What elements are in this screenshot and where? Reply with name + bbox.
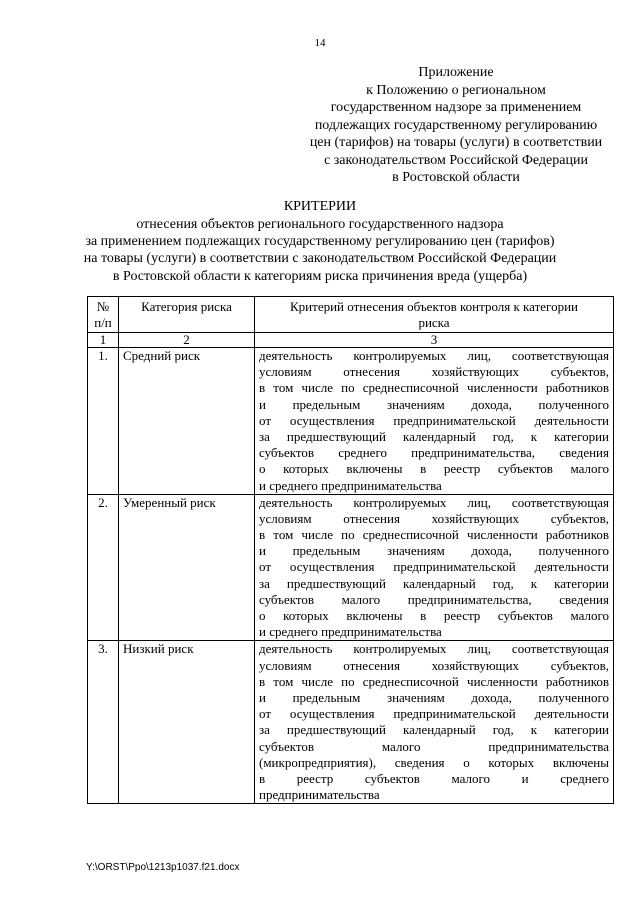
criterion-line: и среднего предпринимательства bbox=[259, 624, 442, 640]
appendix-line: к Положению о региональном bbox=[366, 82, 546, 98]
header-category-label: Категория риска bbox=[141, 299, 232, 314]
criteria-subtitle-line: отнесения объектов регионального государственного надзора bbox=[136, 217, 504, 232]
criterion-line: условиям отнесения хозяйствующих субъектов, bbox=[259, 510, 609, 526]
appendix-line: с законодательством Российской Федерации bbox=[324, 152, 588, 168]
criterion-line: за предшествующий календарный год, к категории bbox=[259, 428, 609, 444]
appendix-line: цен (тарифов) на товары (услуги) в соответствии bbox=[309, 135, 603, 150]
criterion-line: деятельность контролируемых лиц, соответствующая bbox=[259, 494, 609, 510]
criterion-line: и среднего предпринимательства bbox=[259, 477, 442, 493]
criterion-line: деятельность контролируемых лиц, соответствующая bbox=[259, 348, 609, 363]
row-category: Низкий риск bbox=[119, 641, 255, 804]
criterion-line: деятельность контролируемых лиц, соответствующая bbox=[259, 641, 609, 657]
header-criterion-line: Критерий отнесения объектов контроля к категории bbox=[290, 299, 578, 314]
header-criterion bbox=[255, 297, 614, 333]
criterion-line: от осуществления предпринимательской деятельности bbox=[259, 559, 609, 575]
criterion-line: о которых включены в реестр субъектов малого bbox=[259, 461, 609, 477]
criterion-line: в том числе по среднесписочной численности работников bbox=[259, 380, 609, 396]
header-number-line: п/п bbox=[94, 315, 112, 330]
criterion-line: и предельным значениям дохода, полученного bbox=[259, 689, 609, 705]
row-category: Умеренный риск bbox=[119, 494, 255, 641]
criteria-title: КРИТЕРИИ bbox=[283, 199, 357, 214]
criteria-subtitle-line: в Ростовской области к категориям риска причинения вреда (ущерба) bbox=[112, 268, 528, 284]
row-category: Средний риск bbox=[119, 348, 255, 495]
criterion-line: (микропредприятия), сведения о которых включены bbox=[259, 754, 609, 770]
appendix-line: Приложение bbox=[418, 65, 494, 80]
file-path-footer: Y:\ORST\Ppo\1213p1037.f21.docx bbox=[86, 862, 240, 873]
criterion-line: в том числе по среднесписочной численности работников bbox=[259, 527, 609, 543]
appendix-line: подлежащих государственному регулированию bbox=[314, 117, 598, 133]
criterion-line: субъектов малого предпринимательства, сведения bbox=[259, 591, 609, 607]
criteria-subtitle bbox=[40, 216, 600, 285]
column-number: 1 bbox=[88, 333, 119, 348]
table-row bbox=[88, 641, 614, 804]
criterion-line: от осуществления предпринимательской деятельности bbox=[259, 706, 609, 722]
row-criterion bbox=[255, 494, 614, 641]
criteria-subtitle-line: за применением подлежащих государственному регулированию цен (тарифов) bbox=[85, 234, 555, 250]
column-number: 2 bbox=[119, 333, 255, 348]
appendix-line: в Ростовской области bbox=[392, 170, 520, 185]
criterion-line: и предельным значениям дохода, полученного bbox=[259, 543, 609, 559]
risk-criteria-table bbox=[87, 296, 614, 804]
table-header-row bbox=[88, 297, 614, 333]
criterion-line: и предельным значениям дохода, полученного bbox=[259, 396, 609, 412]
criterion-line: за предшествующий календарный год, к категории bbox=[259, 722, 609, 738]
criteria-subtitle-line: на товары (услуги) в соответствии с законодательством Российской Федерации bbox=[83, 251, 557, 267]
criterion-line: условиям отнесения хозяйствующих субъектов, bbox=[259, 364, 609, 380]
appendix-line: государственном надзоре за применением bbox=[330, 100, 582, 115]
row-criterion bbox=[255, 348, 614, 495]
header-number bbox=[88, 297, 119, 333]
row-number: 2. bbox=[88, 494, 119, 641]
appendix-header bbox=[300, 64, 612, 187]
row-number: 1. bbox=[88, 348, 119, 495]
criterion-line: в реестр субъектов малого и среднего bbox=[259, 770, 609, 786]
criterion-line: от осуществления предпринимательской деятельности bbox=[259, 412, 609, 428]
criterion-line: в том числе по среднесписочной численности работников bbox=[259, 673, 609, 689]
criterion-line: субъектов малого предпринимательства bbox=[259, 738, 609, 754]
column-number-row bbox=[88, 333, 614, 348]
table-row bbox=[88, 348, 614, 495]
criterion-line: субъектов среднего предпринимательства, сведения bbox=[259, 445, 609, 461]
header-category bbox=[119, 297, 255, 333]
header-criterion-line: риска bbox=[418, 315, 450, 330]
criterion-line: о которых включены в реестр субъектов малого bbox=[259, 608, 609, 623]
header-number-line: № bbox=[96, 299, 110, 314]
criterion-line: предпринимательства bbox=[259, 787, 380, 803]
criterion-line: за предшествующий календарный год, к категории bbox=[259, 575, 609, 591]
row-criterion bbox=[255, 641, 614, 804]
table-row bbox=[88, 494, 614, 641]
page-number: 14 bbox=[314, 37, 326, 49]
criterion-line: условиям отнесения хозяйствующих субъектов, bbox=[259, 657, 609, 673]
row-number: 3. bbox=[88, 641, 119, 804]
column-number: 3 bbox=[255, 333, 614, 348]
